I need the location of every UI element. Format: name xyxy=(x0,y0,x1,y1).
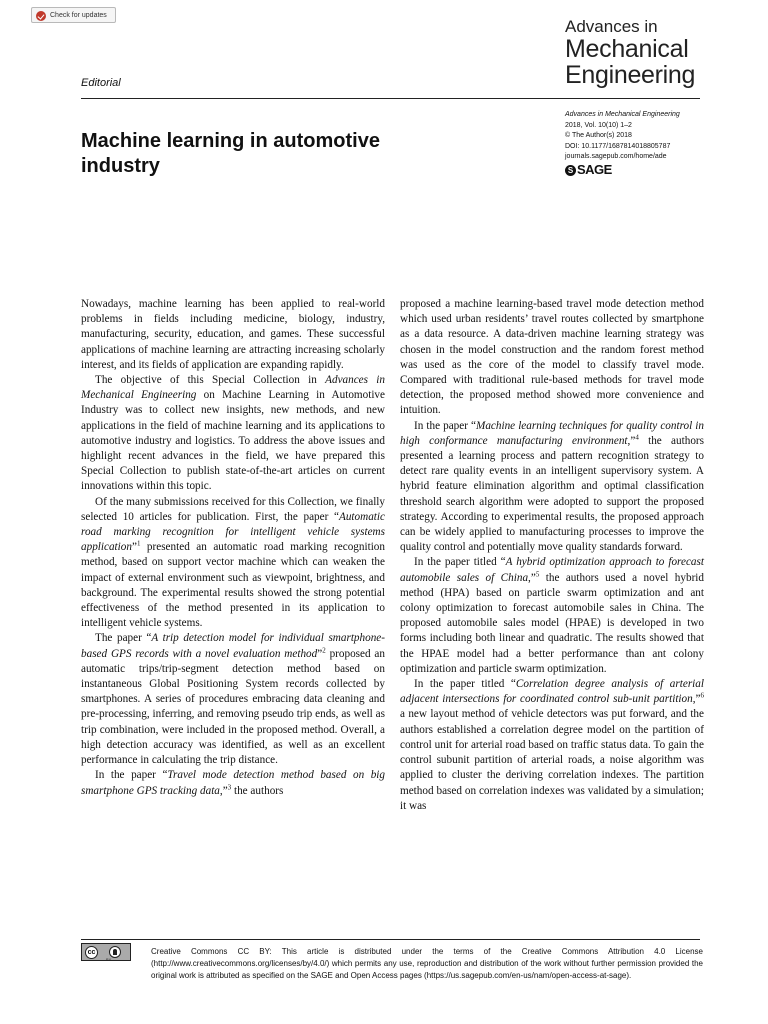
body-column-left xyxy=(81,297,385,799)
paragraph: Nowadays, machine learning has been applied to real-world problems in fields including medicine, biology, industry, manufacturing, security, education, and games. These successful applications of machine learning are attracting increasing scholarly interest, and its fields of application are expanding rapidly. xyxy=(81,298,385,371)
check-for-updates-button[interactable] xyxy=(31,7,116,23)
cited-title: Machine learning techniques for quality control in high conformance manufacturing environment xyxy=(400,419,705,447)
reference-marker[interactable]: 3 xyxy=(227,782,232,791)
meta-volume: 2018, Vol. 10(10) 1–2 xyxy=(565,121,632,129)
cited-title: Automatic road marking recognition for intelligent vehicle systems application xyxy=(81,510,385,554)
reference-marker[interactable]: 1 xyxy=(136,539,141,548)
article-type-label: Editorial xyxy=(81,77,121,89)
license-text xyxy=(81,946,703,981)
journal-name-logo xyxy=(565,17,760,89)
meta-doi[interactable]: DOI: 10.1177/1687814018805787 xyxy=(565,142,671,150)
paragraph: The objective of this Special Collection in Advances in Mechanical Engineering on Machine Learning in Automotive Industry was to collect new insights, new methods, and new applications in the field of machine learning and its applications to automotive industry and logistics. To address the above issues and highlight recent advances in the field, we have prepared this Special Collection to publish state-of-the-art articles on current innovations within this topic. xyxy=(81,374,385,493)
meta-url[interactable]: journals.sagepub.com/home/ade xyxy=(565,153,667,160)
paragraph: In the paper titled “Correlation degree analysis of arterial adjacent intersections for coordinated control sub-unit partition,”$^6$ a new layout method of vehicle detectors was put forward, and the authors established a correlation degree model on the partition of control unit for arterial road based on traffic status data. To gain the control subunit partition of arterial roads, a noise algorithm was applied to cluster the deriving correlation indexes. The partition method based on correlation indexes was validated by a simulation; it was xyxy=(400,678,704,812)
creative-commons-icon: cc xyxy=(85,946,98,959)
sage-logo-text: SAGE xyxy=(577,162,612,178)
header-divider xyxy=(81,98,700,99)
crossmark-icon xyxy=(36,11,46,21)
journal-name-line-3: Engineering xyxy=(565,61,696,89)
cited-title: A hybrid optimization approach to forecast automobile sales of China xyxy=(400,556,704,584)
paragraph: Of the many submissions received for this Collection, we finally selected 10 articles for publication. First, the paper “Automatic road marking recognition for intelligent vehicle systems application”$^1$ presented an automatic road marking recognition method, based on support vector machine which can weaken the impact of external environment such as viewpoint, brightness, and background. The experimental results showed the strong potential effectiveness of the method presented in its application to intelligent vehicle systems. xyxy=(81,495,385,630)
journal-name-line-1: Advances in xyxy=(565,17,658,36)
paragraph: In the paper titled “A hybrid optimization approach to forecast automobile sales of China,”$^5$ the authors used a novel hybrid method (HPA) based on particle swarm optimization and ant colony optimization to forecast automobile sales in China. The proposed automobile sales model (HPAE) is developed in two forms including both linear and quadratic. The results showed that the HPAE model had a better performance than ant colony optimization and particle swarm optimization. xyxy=(400,556,704,675)
sage-logo xyxy=(565,164,680,178)
paragraph: In the paper “Machine learning techniques for quality control in high conformance manufacturing environment,”$^4$ the authors presented a learning process and pattern recognition strategy to detect rare quality events in an intelligent supervisory system. A hybrid feature elimination algorithm and optimal classification threshold search algorithm were adopted to support the proposed strategy. According to experimental results, the proposed approach can be widely applied to manufacturing processes to improve the quality control and potentially move quality standards forward. xyxy=(400,419,705,554)
by-label: BY xyxy=(106,957,112,962)
paragraph: proposed a machine learning-based travel mode detection method which used urban residents’ travel routes collected by smartphone as a data resource. A data-driven machine learning strategy was chosen in the model construction and the random forest method was used as the core of the model to classify travel mode. Compared with traditional rule-based methods for travel mode detection, the proposed method showed more convenience and intuition. xyxy=(400,298,704,417)
paragraph: In the paper “Travel mode detection method based on big smartphone GPS tracking data,”$^3$ the authors xyxy=(81,769,385,797)
reference-marker[interactable]: 6 xyxy=(700,691,704,700)
cited-title: Correlation degree analysis of arterial adjacent intersections for coordinated control sub-unit partition xyxy=(400,678,704,706)
journal-name-line-2: Mechanical xyxy=(565,35,689,63)
license-statement: Creative Commons CC BY: This article is distributed under the terms of the Creative Commons Attribution 4.0 License (http://www.creativecommons.org/licenses/by/4.0/) which permits any use, reproduction and distribution of the work without further permission provided the original work is attributed as specified on the SAGE and Open Access pages (https://us.sagepub.com/en-us/nam/open-access-at-sage). xyxy=(151,947,703,980)
journal-title-italic: Advances in Mechanical Engineering xyxy=(81,374,385,402)
cited-title: A trip detection model for individual smartphone-based GPS records with a novel evaluation method xyxy=(81,632,385,660)
article-metadata xyxy=(565,110,680,178)
article-title: Machine learning in automotive industry xyxy=(81,130,380,177)
meta-journal: Advances in Mechanical Engineering xyxy=(565,111,680,118)
reference-marker[interactable]: 2 xyxy=(322,645,326,654)
sage-icon: S xyxy=(565,165,576,176)
body-column-right xyxy=(400,297,704,814)
reference-marker[interactable]: 4 xyxy=(635,433,639,442)
cited-title: Travel mode detection method based on big smartphone GPS tracking data xyxy=(81,769,385,797)
check-for-updates-label: Check for updates xyxy=(50,12,107,19)
paragraph: The paper “A trip detection model for individual smartphone-based GPS records with a novel evaluation method”$^2$ proposed an automatic trips/trip-segment detection method based on instantaneous Global Positioning System records collected by smartphones. A series of procedures embracing data cleaning and pre-processing, inferring, and removing pseudo trip ends, as well as trip combination, were included in the proposed method. Overall, a high detection accuracy was identified, as well as an excellent performance in calculating the trip distance. xyxy=(81,632,385,767)
footer-divider xyxy=(81,939,700,940)
meta-copyright: © The Author(s) 2018 xyxy=(565,132,632,139)
reference-marker[interactable]: 5 xyxy=(535,569,540,578)
